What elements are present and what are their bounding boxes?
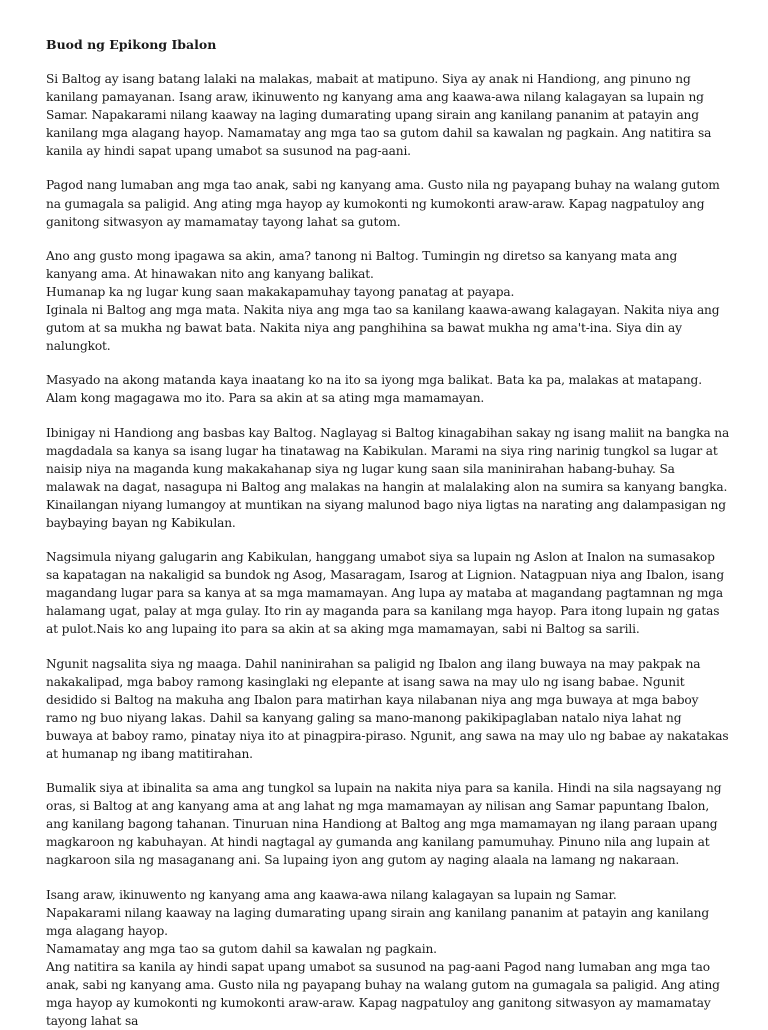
paragraph-2 [46, 176, 730, 230]
paragraph-text: Isang araw, ikinuwento ng kanyang ama ang kaawa-awa nilang kalagayan sa lupain ng Samar. [46, 887, 617, 902]
paragraph-text: Ano ang gusto mong ipagawa sa akin, ama? tanong ni Baltog. Tumingin ng diretso sa kanyang mata ang kanyang ama. At hinawakan nito ang kanyang balikat. [46, 248, 678, 281]
document-title: Buod ng Epikong Ibalon [46, 37, 217, 52]
paragraph-text: Si Baltog ay isang batang lalaki na malakas, mabait at matipuno. Siya ay anak ni Handiong, ang pinuno ng kanilang pamayanan. Isang araw, ikinuwento ng kanyang ama ang kaawa-awa nilang kalagayan sa lupain ng Samar. Napakarami nilang kaaway na laging dumarating upang sirain ang kanilang pananim at patayin ang kanilang mga alagang hayop. Namamatay ang mga tao sa gutom dahil sa kawalan ng pagkain. Ang natitira sa kanila ay hindi sapat upang umabot sa susunod na pag-aani. [46, 72, 712, 159]
paragraph-3 [46, 247, 730, 356]
document-page [46, 36, 730, 1029]
paragraph-text: Napakarami nilang kaaway na laging dumarating upang sirain ang kanilang pananim at patayin ang kanilang mga alagang hayop. [46, 905, 710, 938]
paragraph-9 [46, 886, 730, 1030]
paragraph-text: Nagsimula niyang galugarin ang Kabikulan, hanggang umabot siya sa lupain ng Aslon at Inalon na sumasakop sa kapatagan na nakaligid sa bundok ng Asog, Masaragam, Isarog at Lignion. Natagpuan niya ang Ibalon, isang magandang lugar para sa kanya at sa mga mamamayan. Ang lupa ay mataba at magandang pagtamnan ng mga halamang ugat, palay at mga gulay. Ito rin ay maganda para sa kanilang mga hayop. Para itong lupain ng gatas at pulot.Nais ko ang lupaing ito para sa akin at sa aking mga mamamayan, sabi ni Baltog sa sarili. [46, 550, 725, 637]
paragraph-8 [46, 779, 730, 869]
paragraph-text: Pagod nang lumaban ang mga tao anak, sabi ng kanyang ama. Gusto nila ng payapang buhay na walang gutom na gumagala sa paligid. Ang ating mga hayop ay kumokonti ng kumokonti araw-araw. Kapag nagpatuloy ang ganitong sitwasyon ay mamamatay tayong lahat sa gutom. [46, 178, 720, 229]
paragraph-4 [46, 371, 730, 407]
paragraph-7 [46, 655, 730, 764]
paragraph-text: Masyado na akong matanda kaya inaatang ko na ito sa iyong mga balikat. Bata ka pa, malakas at matapang. Alam kong magagawa mo ito. Para sa akin at sa ating mga mamamayan. [46, 373, 702, 406]
paragraph-1 [46, 70, 730, 160]
paragraph-text: Iginala ni Baltog ang mga mata. Nakita niya ang mga tao sa kanilang kaawa-awang kalagayan. Nakita niya ang gutom at sa mukha ng bawat bata. Nakita niya ang panghihina sa bawat mukha ng ama't-ina. Siya din ay nalungkot. [46, 303, 720, 354]
paragraph-text: Ibinigay ni Handiong ang basbas kay Baltog. Naglayag si Baltog kinagabihan sakay ng isang maliit na bangka na magdadala sa kanya sa isang lugar ha tinatawag na Kabikulan. Marami na siya ring narinig tungkol sa lugar at naisip niya na maganda kung makakahanap siya ng lugar kung saan sila maninirahan habang-buhay. Sa malawak na dagat, nasagupa ni Baltog ang malakas na hangin at malalaking alon na sumira sa kanyang bangka. Kinailangan niyang lumangoy at muntikan na siyang malunod bago niya ligtas na narating ang dalampasigan ng baybaying bayan ng Kabikulan. [46, 425, 730, 530]
paragraph-text: Namamatay ang mga tao sa gutom dahil sa kawalan ng pagkain. [46, 941, 437, 956]
paragraph-5 [46, 424, 730, 533]
paragraph-text: Ang natitira sa kanila ay hindi sapat upang umabot sa susunod na pag-aani Pagod nang lumaban ang mga tao anak, sabi ng kanyang ama. Gusto nila ng payapang buhay na walang gutom na gumagala sa paligid. Ang ating mga hayop ay kumokonti ng kumokonti araw-araw. Kapag nagpatuloy ang ganitong sitwasyon ay mamamatay tayong lahat sa [46, 959, 720, 1029]
paragraph-6 [46, 548, 730, 638]
paragraph-text: Bumalik siya at ibinalita sa ama ang tungkol sa lupain na nakita niya para sa kanila. Hindi na sila nagsayang ng oras, si Baltog at ang kanyang ama at ang lahat ng mga mamamayan ay nilisan ang Samar papuntang Ibalon, ang kanilang bagong tahanan. Tinuruan nina Handiong at Baltog ang mga mamamayan ng ilang paraan upang magkaroon ng kabuhayan. At hindi nagtagal ay gumanda ang kanilang pamumuhay. Pinuno nila ang lupain at nagkaroon sila ng masaganang ani. Sa lupaing iyon ang gutom ay naging alaala na lamang ng nakaraan. [46, 781, 722, 868]
paragraph-text: Ngunit nagsalita siya ng maaga. Dahil naninirahan sa paligid ng Ibalon ang ilang buwaya na may pakpak na nakakalipad, mga baboy ramong kasinglaki ng elepante at isang sawa na may ulo ng isang babae. Ngunit desidido si Baltog na makuha ang Ibalon para matirhan kaya nilabanan niya ang mga buwaya at mga baboy ramo ng buo niyang lakas. Dahil sa kanyang galing sa mano-manong pakikipaglaban natalo niya lahat ng buwaya at baboy ramo, pinatay niya ito at pinagpira-piraso. Ngunit, ang sawa na may ulo ng babae ay nakatakas at humanap ng ibang matitirahan. [46, 656, 729, 761]
paragraph-text: Humanap ka ng lugar kung saan makakapamuhay tayong panatag at payapa. [46, 284, 515, 299]
